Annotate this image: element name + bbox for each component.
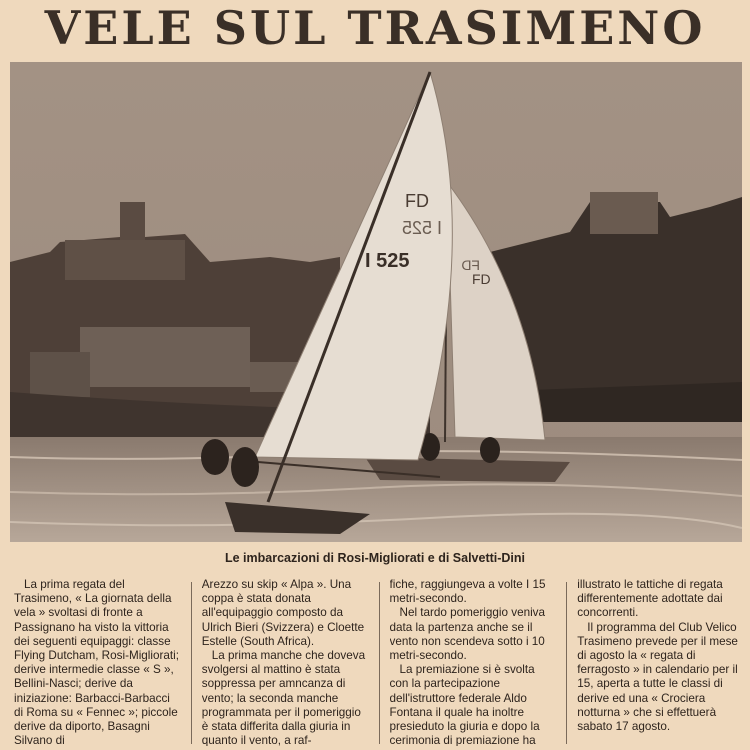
- article-paragraph: La prima manche che doveva svolgersi al mattino è stata soppressa per amncanza di vento; la seconda manche programmata per il pomeriggio è stata differita dalla giuria in quanto il vento, a raf-: [201, 649, 366, 746]
- column-divider: [379, 582, 380, 744]
- article-column-1: [14, 578, 181, 746]
- column-divider: [566, 582, 567, 744]
- article-column-3: [390, 578, 557, 746]
- hilltop-building: [590, 192, 658, 234]
- article-column-4: [577, 578, 744, 746]
- sailboats-photo: [10, 62, 742, 542]
- article-column-2: [202, 578, 369, 746]
- column-divider: [191, 582, 192, 744]
- article-paragraph: Il programma del Club Velico Trasimeno prevede per il mese di agosto la « regata di ferragosto » in calendario per il 15, aperta a tutte le classi di derive ed una « Crociera notturna » che si effettuerà sabato 17 agosto.: [577, 620, 738, 734]
- article-paragraph: La premiazione si è svolta con la partecipazione dell'istruttore federale Aldo Fontana il quale ha inoltre presieduto la giuria e dopo la cerimonia di premiazione ha: [389, 663, 540, 746]
- article-paragraph: Nel tardo pomeriggio veniva data la partenza anche se il vento non scendeva sotto i 10 metri-secondo.: [389, 606, 546, 663]
- boat-second-sail-label: FD: [472, 271, 491, 287]
- photo-illustration: [10, 62, 742, 542]
- headline: VELE SUL TRASIMENO: [44, 1, 706, 55]
- boat-main-sail-number-reversed: I 525: [401, 218, 442, 238]
- boat-main-sail-label: FD: [405, 191, 429, 211]
- article-columns: [14, 578, 744, 748]
- article-paragraph: fiche, raggiungeva a volte I 15 metri-secondo.: [389, 578, 546, 606]
- sailor-1: [201, 439, 229, 475]
- photo-caption: Le imbarcazioni di Rosi-Migliorati e di Salvetti-Dini: [224, 551, 526, 565]
- boat-second-sail-label-reversed: FD: [461, 257, 480, 273]
- article-paragraph: La prima regata del Trasimeno, « La giornata della vela » svoltasi di fronte a Passignano ha visto la vittoria dei seguenti equipaggi: classe Flying Dutcham, Rosi-Migliorati; derive intermedie classe « S », Bellini-Nasci; derive da iniziazione: Barbacci-Barbacci di Roma su « Fennec »; piccole derive da diporto, Basagni Silvano di: [14, 578, 179, 746]
- article-paragraph: Arezzo su skip « Alpa ». Una coppa è stata donata all'equipaggio composto da Ulrich Bieri (Svizzera) e Cloette Estelle (South Africa).: [201, 578, 365, 648]
- article-paragraph: illustrato le tattiche di regata differentemente adottate dai concorrenti.: [577, 578, 723, 620]
- boat-main-sail-number: I 525: [365, 250, 410, 272]
- sailor-2: [231, 447, 259, 487]
